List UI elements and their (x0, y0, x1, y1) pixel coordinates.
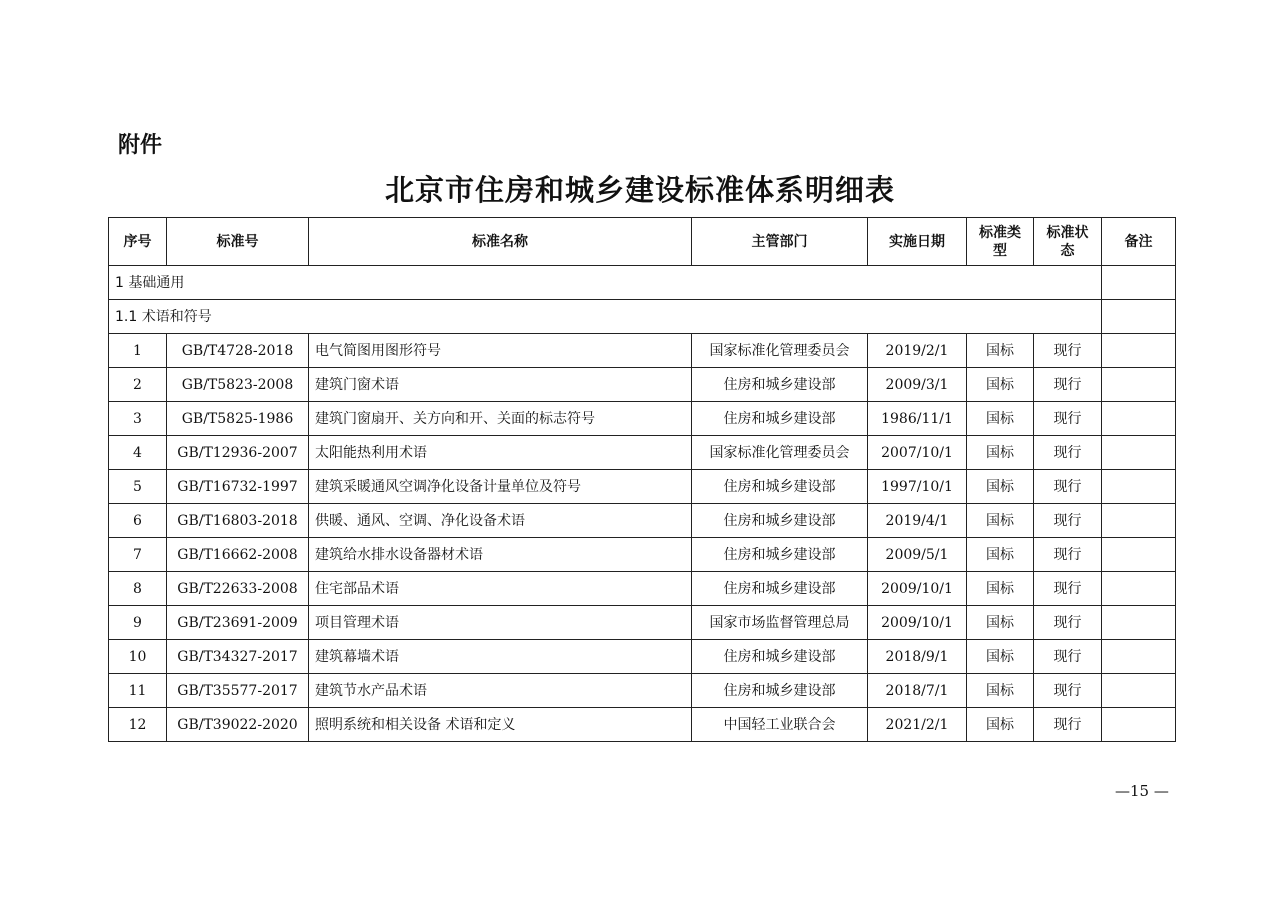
row-std-name: 建筑门窗扇开、关方向和开、关面的标志符号 (309, 402, 692, 436)
row-dept: 住房和城乡建设部 (692, 470, 868, 504)
row-dept: 国家标准化管理委员会 (692, 436, 868, 470)
header-remark: 备注 (1102, 218, 1176, 266)
row-remark (1102, 640, 1176, 674)
row-dept: 住房和城乡建设部 (692, 640, 868, 674)
row-std-no: GB/T16803-2018 (167, 504, 309, 538)
header-seq: 序号 (109, 218, 167, 266)
row-std-no: GB/T22633-2008 (167, 572, 309, 606)
table-row (109, 606, 1176, 640)
row-std-name: 太阳能热利用术语 (309, 436, 692, 470)
row-seq: 7 (109, 538, 167, 572)
header-std-no: 标准号 (167, 218, 309, 266)
row-date: 2007/10/1 (868, 436, 967, 470)
section-1-label: 1 基础通用 (109, 266, 1102, 300)
table-row (109, 640, 1176, 674)
row-status: 现行 (1034, 334, 1102, 368)
row-date: 2018/9/1 (868, 640, 967, 674)
row-std-name: 建筑幕墙术语 (309, 640, 692, 674)
header-std-name: 标准名称 (309, 218, 692, 266)
table-row (109, 708, 1176, 742)
row-remark (1102, 470, 1176, 504)
row-std-no: GB/T39022-2020 (167, 708, 309, 742)
row-remark (1102, 436, 1176, 470)
row-type: 国标 (967, 470, 1034, 504)
table-row (109, 436, 1176, 470)
row-std-name: 建筑采暖通风空调净化设备计量单位及符号 (309, 470, 692, 504)
row-date: 2009/10/1 (868, 606, 967, 640)
row-seq: 4 (109, 436, 167, 470)
row-seq: 5 (109, 470, 167, 504)
row-type: 国标 (967, 708, 1034, 742)
row-seq: 2 (109, 368, 167, 402)
row-status: 现行 (1034, 368, 1102, 402)
row-std-no: GB/T16662-2008 (167, 538, 309, 572)
row-remark (1102, 504, 1176, 538)
row-seq: 12 (109, 708, 167, 742)
row-status: 现行 (1034, 436, 1102, 470)
row-status: 现行 (1034, 674, 1102, 708)
row-dept: 住房和城乡建设部 (692, 572, 868, 606)
row-dept: 国家市场监督管理总局 (692, 606, 868, 640)
row-std-name: 电气简图用图形符号 (309, 334, 692, 368)
row-date: 1997/10/1 (868, 470, 967, 504)
row-status: 现行 (1034, 606, 1102, 640)
row-std-no: GB/T5823-2008 (167, 368, 309, 402)
table-row (109, 368, 1176, 402)
row-std-no: GB/T23691-2009 (167, 606, 309, 640)
attachment-label: 附件 (118, 133, 163, 158)
row-type: 国标 (967, 402, 1034, 436)
row-std-no: GB/T35577-2017 (167, 674, 309, 708)
row-std-name: 住宅部品术语 (309, 572, 692, 606)
row-dept: 住房和城乡建设部 (692, 368, 868, 402)
row-std-name: 建筑节水产品术语 (309, 674, 692, 708)
row-dept: 住房和城乡建设部 (692, 402, 868, 436)
row-std-no: GB/T4728-2018 (167, 334, 309, 368)
row-status: 现行 (1034, 402, 1102, 436)
row-dept: 住房和城乡建设部 (692, 538, 868, 572)
row-date: 2019/2/1 (868, 334, 967, 368)
row-type: 国标 (967, 538, 1034, 572)
header-dept: 主管部门 (692, 218, 868, 266)
row-seq: 11 (109, 674, 167, 708)
row-seq: 1 (109, 334, 167, 368)
row-type: 国标 (967, 334, 1034, 368)
row-status: 现行 (1034, 470, 1102, 504)
row-date: 2009/5/1 (868, 538, 967, 572)
row-status: 现行 (1034, 538, 1102, 572)
row-dept: 国家标准化管理委员会 (692, 334, 868, 368)
row-dept: 住房和城乡建设部 (692, 504, 868, 538)
row-remark (1102, 368, 1176, 402)
standards-table (108, 217, 1176, 742)
header-row (109, 218, 1176, 266)
row-seq: 10 (109, 640, 167, 674)
table-row (109, 470, 1176, 504)
row-std-name: 建筑门窗术语 (309, 368, 692, 402)
page-number: —15 — (1115, 782, 1169, 800)
header-status: 标准状态 (1034, 218, 1102, 266)
row-type: 国标 (967, 436, 1034, 470)
section-1-remark (1102, 266, 1176, 300)
row-std-no: GB/T34327-2017 (167, 640, 309, 674)
row-status: 现行 (1034, 708, 1102, 742)
section-1-1-label: 1.1 术语和符号 (109, 300, 1102, 334)
row-date: 2019/4/1 (868, 504, 967, 538)
table-row (109, 674, 1176, 708)
table-row (109, 504, 1176, 538)
row-std-name: 项目管理术语 (309, 606, 692, 640)
row-date: 2021/2/1 (868, 708, 967, 742)
row-remark (1102, 708, 1176, 742)
row-date: 2009/10/1 (868, 572, 967, 606)
row-date: 2018/7/1 (868, 674, 967, 708)
header-type: 标准类型 (967, 218, 1034, 266)
row-date: 1986/11/1 (868, 402, 967, 436)
row-type: 国标 (967, 504, 1034, 538)
row-type: 国标 (967, 606, 1034, 640)
row-std-no: GB/T5825-1986 (167, 402, 309, 436)
row-seq: 8 (109, 572, 167, 606)
row-dept: 中国轻工业联合会 (692, 708, 868, 742)
section-row (109, 300, 1176, 334)
row-status: 现行 (1034, 640, 1102, 674)
row-remark (1102, 674, 1176, 708)
row-type: 国标 (967, 572, 1034, 606)
row-type: 国标 (967, 640, 1034, 674)
table-row (109, 538, 1176, 572)
table-row (109, 572, 1176, 606)
table-row (109, 402, 1176, 436)
table-row (109, 334, 1176, 368)
row-remark (1102, 402, 1176, 436)
row-seq: 9 (109, 606, 167, 640)
row-status: 现行 (1034, 504, 1102, 538)
row-type: 国标 (967, 674, 1034, 708)
row-remark (1102, 572, 1176, 606)
row-dept: 住房和城乡建设部 (692, 674, 868, 708)
section-1-1-remark (1102, 300, 1176, 334)
document-title: 北京市住房和城乡建设标准体系明细表 (384, 173, 895, 207)
row-std-name: 供暖、通风、空调、净化设备术语 (309, 504, 692, 538)
row-type: 国标 (967, 368, 1034, 402)
row-seq: 6 (109, 504, 167, 538)
row-remark (1102, 334, 1176, 368)
row-date: 2009/3/1 (868, 368, 967, 402)
row-std-no: GB/T12936-2007 (167, 436, 309, 470)
row-seq: 3 (109, 402, 167, 436)
section-row (109, 266, 1176, 300)
row-remark (1102, 606, 1176, 640)
header-date: 实施日期 (868, 218, 967, 266)
row-std-name: 照明系统和相关设备 术语和定义 (309, 708, 692, 742)
row-std-no: GB/T16732-1997 (167, 470, 309, 504)
row-status: 现行 (1034, 572, 1102, 606)
row-remark (1102, 538, 1176, 572)
row-std-name: 建筑给水排水设备器材术语 (309, 538, 692, 572)
